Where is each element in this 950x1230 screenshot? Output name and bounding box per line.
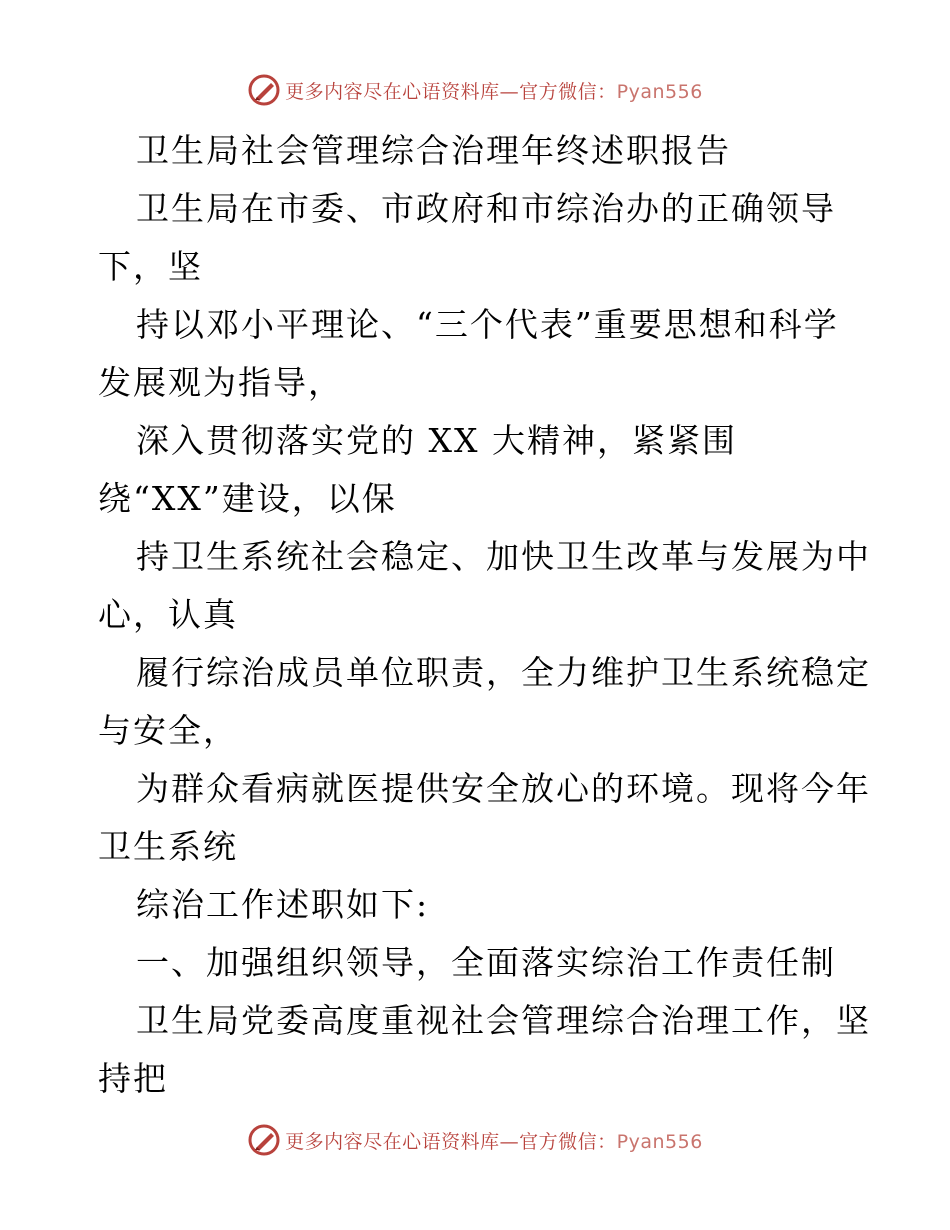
watermark-text: 更多内容尽在心语资料库—官方微信：Pyan556 (285, 1130, 703, 1153)
paragraph-line: 卫生系统 (98, 827, 238, 866)
header-watermark (0, 70, 950, 110)
paragraph-line: 心，认真 (98, 595, 238, 634)
paragraph-line: 持把 (98, 1059, 168, 1098)
paragraph-line: 持卫生系统社会稳定、加快卫生改革与发展为中 (136, 537, 871, 576)
section-heading: 一、加强组织领导，全面落实综治工作责任制 (136, 943, 836, 982)
red-pen-logo-icon (247, 1123, 281, 1157)
paragraph-line: 持以邓小平理论、“三个代表”重要思想和科学 (136, 305, 839, 344)
paragraph-line: 卫生局在市委、市政府和市综治办的正确领导 (136, 189, 836, 228)
paragraph-line: 绕“XX”建设，以保 (98, 479, 397, 518)
paragraph-line: 发展观为指导， (98, 363, 343, 402)
paragraph-line: 卫生局党委高度重视社会管理综合治理工作，坚 (136, 1001, 871, 1040)
paragraph-line: 与安全， (98, 711, 238, 750)
paragraph-line: 下，坚 (98, 247, 203, 286)
red-pen-logo-icon (247, 73, 281, 107)
paragraph-line: 履行综治成员单位职责，全力维护卫生系统稳定 (136, 653, 871, 692)
document-body (98, 122, 871, 1108)
document-title: 卫生局社会管理综合治理年终述职报告 (136, 131, 731, 170)
paragraph-line: 为群众看病就医提供安全放心的环境。现将今年 (136, 769, 871, 808)
watermark-text: 更多内容尽在心语资料库—官方微信：Pyan556 (285, 80, 703, 103)
paragraph-line: 综治工作述职如下: (136, 885, 430, 924)
paragraph-line: 深入贯彻落实党的 XX 大精神，紧紧围 (136, 421, 737, 460)
footer-watermark (0, 1120, 950, 1160)
